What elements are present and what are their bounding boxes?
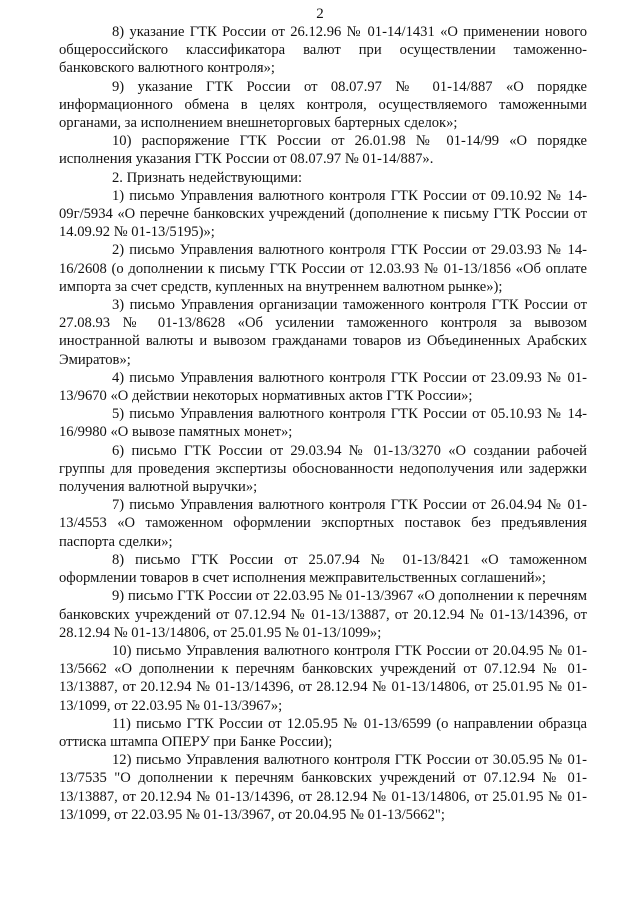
paragraph-letter-1: 1) письмо Управления валютного контроля ГТК России от 09.10.92 № 14-09г/5934 «О перечне банковских учреждений (дополнение к письму ГТК России от 14.09.92 № 01-13/5195)»; xyxy=(59,187,587,241)
paragraph-item-10-order: 10) распоряжение ГТК России от 26.01.98 № 01-14/99 «О порядке исполнения указания ГТК России от 08.07.97 № 01-14/887». xyxy=(59,133,587,168)
paragraph-item-9-directive: 9) указание ГТК России от 08.07.97 № 01-14/887 «О порядке информационного обмена в целях контроля, осуществляемого таможенными органами, за исполнением внешнеторговых бартерных сделок»; xyxy=(59,78,587,132)
paragraph-letter-5: 5) письмо Управления валютного контроля ГТК России от 05.10.93 № 14-16/9980 «О вывозе памятных монет»; xyxy=(59,406,587,441)
paragraph-letter-2: 2) письмо Управления валютного контроля ГТК России от 29.03.93 № 14-16/2608 (о дополнении к письму ГТК России от 12.03.93 № 01-13/1856 «Об оплате импорта за счет средств, купленных на внутреннем валютном рынке»); xyxy=(59,242,587,295)
page-number: 2 xyxy=(316,6,324,22)
paragraph-letter-8: 8) письмо ГТК России от 25.07.94 № 01-13/8421 «О таможенном оформлении товаров в счет исполнения межправительственных соглашений»; xyxy=(59,551,587,587)
paragraph-letter-10: 10) письмо Управления валютного контроля ГТК России от 20.04.95 № 01-13/5662 «О дополнении к перечням банковских учреждений от 07.12.94 № 01-13/13887, от 20.12.94 № 01-13/14396, от 28.12.94 № 01-13/14806, от 25.01.95 № 01-13/1099, от 22.03.95 № 01-13/3967»; xyxy=(59,642,587,714)
paragraph-letter-7: 7) письмо Управления валютного контроля ГТК России от 26.04.94 № 01-13/4553 «О таможенном оформлении экспортных поставок без предъявления паспорта сделки»; xyxy=(59,497,587,550)
paragraph-letter-11: 11) письмо ГТК России от 12.05.95 № 01-13/6599 (о направлении образца оттиска штампа ОПЕРУ при Банке России); xyxy=(59,715,587,750)
document-body xyxy=(59,23,587,824)
section-heading-invalidate: 2. Признать недействующими: xyxy=(112,169,302,186)
paragraph-item-8-directive: 8) указание ГТК России от 26.12.96 № 01-14/1431 «О применении нового общероссийского классификатора валют при осуществлении таможенно-банковского валютного контроля»; xyxy=(59,24,587,77)
paragraph-letter-12: 12) письмо Управления валютного контроля ГТК России от 30.05.95 № 01-13/7535 "О дополнении к перечням банковских учреждений от 07.12.94 № 01-13/13887, от 20.12.94 № 01-13/14396, от 28.12.94 № 01-13/14806, от 25.01.95 № 01-13/1099, от 22.03.95 № 01-13/3967, от 20.04.95 № 01-13/5662"; xyxy=(59,752,587,823)
paragraph-letter-4: 4) письмо Управления валютного контроля ГТК России от 23.09.93 № 01-13/9670 «О действии некоторых нормативных актов ГТК России»; xyxy=(59,369,587,405)
paragraph-letter-9: 9) письмо ГТК России от 22.03.95 № 01-13/3967 «О дополнении к перечням банковских учреждений от 07.12.94 № 01-13/13887, от 20.12.94 № 01-13/14396, от 28.12.94 № 01-13/14806, от 25.01.95 № 01-13/1099»; xyxy=(59,588,587,641)
paragraph-letter-6: 6) письмо ГТК России от 29.03.94 № 01-13/3270 «О создании рабочей группы для проведения экспертизы обоснованности недополучения или задержки получения валютной выручки»; xyxy=(59,442,587,496)
paragraph-letter-3: 3) письмо Управления организации таможенного контроля ГТК России от 27.08.93 № 01-13/8628 «Об усилении таможенного контроля за вывозом иностранной валюты и вывозом гражданами товаров из Объединенных Арабских Эмиратов»; xyxy=(59,297,587,368)
